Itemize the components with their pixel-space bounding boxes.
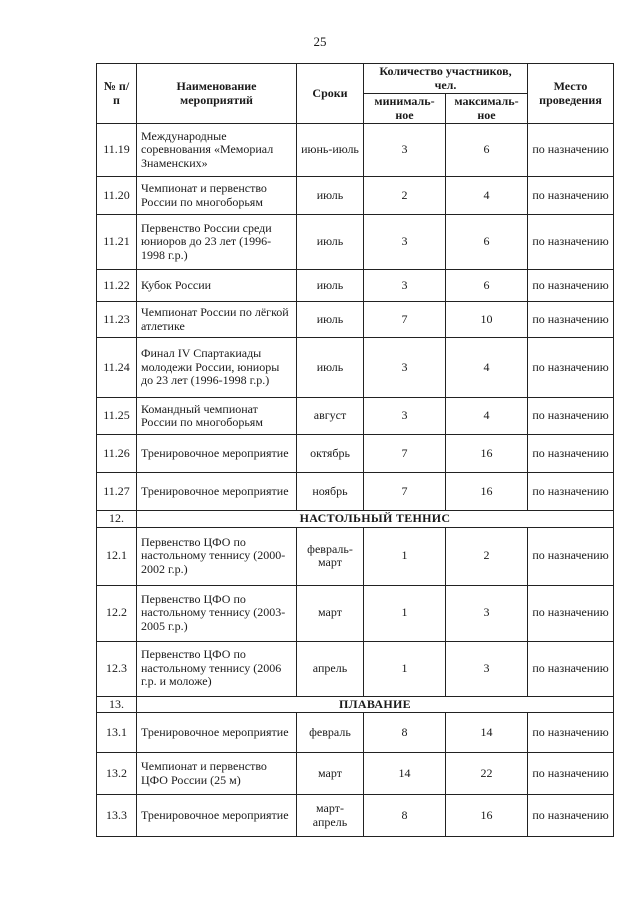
row-name: Первенство ЦФО по настольному теннису (2000-2002 г.р.) [137, 527, 297, 585]
section-title: НАСТОЛЬНЫЙ ТЕННИС [137, 511, 614, 528]
table-row [97, 753, 614, 795]
page-number: 25 [313, 34, 327, 49]
row-min: 8 [364, 713, 446, 753]
row-max: 4 [446, 177, 528, 215]
row-dates: август [297, 398, 364, 435]
row-place: по назначению [528, 177, 614, 215]
row-max: 10 [446, 302, 528, 338]
row-name: Финал IV Спартакиады молодежи России, юниоры до 23 лет (1996-1998 г.р.) [137, 338, 297, 398]
row-max: 4 [446, 398, 528, 435]
header-min: минималь-ное [364, 94, 446, 124]
section-num: 12. [97, 511, 137, 528]
row-dates: июль [297, 215, 364, 270]
row-min: 2 [364, 177, 446, 215]
row-max: 16 [446, 473, 528, 511]
row-min: 1 [364, 527, 446, 585]
row-max: 16 [446, 795, 528, 837]
row-min: 7 [364, 435, 446, 473]
row-place: по назначению [528, 795, 614, 837]
table-row [97, 795, 614, 837]
row-dates: апрель [297, 641, 364, 696]
row-max: 22 [446, 753, 528, 795]
row-place: по назначению [528, 585, 614, 641]
row-dates: июль [297, 177, 364, 215]
row-place: по назначению [528, 398, 614, 435]
header-dates: Сроки [297, 64, 364, 124]
row-dates: март-апрель [297, 795, 364, 837]
table-row [97, 302, 614, 338]
row-min: 7 [364, 473, 446, 511]
row-num: 11.23 [97, 302, 137, 338]
row-name: Командный чемпионат России по многоборьям [137, 398, 297, 435]
row-min: 1 [364, 585, 446, 641]
row-dates: ноябрь [297, 473, 364, 511]
header-num: № п/п [97, 64, 137, 124]
row-name: Чемпионат и первенство ЦФО России (25 м) [137, 753, 297, 795]
row-name: Первенство ЦФО по настольному теннису (2003-2005 г.р.) [137, 585, 297, 641]
table-row [97, 473, 614, 511]
row-place: по назначению [528, 270, 614, 302]
events-table [96, 63, 614, 837]
table-row [97, 270, 614, 302]
table-row [97, 215, 614, 270]
row-dates: март [297, 585, 364, 641]
table-row [97, 398, 614, 435]
row-name: Первенство ЦФО по настольному теннису (2006 г.р. и моложе) [137, 641, 297, 696]
row-name: Тренировочное мероприятие [137, 435, 297, 473]
row-num: 11.27 [97, 473, 137, 511]
row-dates: февраль [297, 713, 364, 753]
row-place: по назначению [528, 435, 614, 473]
table-body [97, 124, 614, 837]
row-max: 4 [446, 338, 528, 398]
row-place: по назначению [528, 302, 614, 338]
row-num: 11.22 [97, 270, 137, 302]
header-name: Наименование мероприятий [137, 64, 297, 124]
row-min: 3 [364, 215, 446, 270]
row-min: 14 [364, 753, 446, 795]
row-min: 3 [364, 124, 446, 177]
row-num: 12.2 [97, 585, 137, 641]
row-name: Тренировочное мероприятие [137, 795, 297, 837]
section-num: 13. [97, 696, 137, 713]
row-max: 2 [446, 527, 528, 585]
row-min: 3 [364, 398, 446, 435]
row-name: Тренировочное мероприятие [137, 713, 297, 753]
row-min: 7 [364, 302, 446, 338]
row-name: Чемпионат и первенство России по многоборьям [137, 177, 297, 215]
row-name: Кубок России [137, 270, 297, 302]
row-max: 6 [446, 215, 528, 270]
section-row-tennis [97, 511, 614, 528]
row-min: 3 [364, 270, 446, 302]
row-name: Тренировочное мероприятие [137, 473, 297, 511]
header-max: максималь-ное [446, 94, 528, 124]
table-row [97, 585, 614, 641]
row-place: по назначению [528, 713, 614, 753]
row-max: 3 [446, 585, 528, 641]
table-row [97, 641, 614, 696]
row-place: по назначению [528, 527, 614, 585]
table-row [97, 713, 614, 753]
row-max: 14 [446, 713, 528, 753]
row-num: 13.1 [97, 713, 137, 753]
row-place: по назначению [528, 641, 614, 696]
row-dates: март [297, 753, 364, 795]
row-place: по назначению [528, 215, 614, 270]
row-dates: октябрь [297, 435, 364, 473]
row-num: 11.19 [97, 124, 137, 177]
row-place: по назначению [528, 473, 614, 511]
table-row [97, 435, 614, 473]
table-row [97, 124, 614, 177]
row-num: 11.26 [97, 435, 137, 473]
row-num: 13.3 [97, 795, 137, 837]
section-title: ПЛАВАНИЕ [137, 696, 614, 713]
table-row [97, 177, 614, 215]
header-place: Место проведения [528, 64, 614, 124]
row-num: 11.21 [97, 215, 137, 270]
row-dates: июль [297, 270, 364, 302]
row-num: 12.1 [97, 527, 137, 585]
row-max: 16 [446, 435, 528, 473]
row-min: 1 [364, 641, 446, 696]
row-place: по назначению [528, 338, 614, 398]
header-participants: Количество участников, чел. [364, 64, 528, 94]
row-max: 6 [446, 270, 528, 302]
row-num: 11.25 [97, 398, 137, 435]
row-dates: февраль-март [297, 527, 364, 585]
row-min: 8 [364, 795, 446, 837]
row-dates: июнь-июль [297, 124, 364, 177]
section-row-swimming [97, 696, 614, 713]
row-dates: июль [297, 302, 364, 338]
row-name: Чемпионат России по лёгкой атлетике [137, 302, 297, 338]
row-name: Международные соревнования «Мемориал Знаменских» [137, 124, 297, 177]
row-min: 3 [364, 338, 446, 398]
row-place: по назначению [528, 753, 614, 795]
table-row [97, 338, 614, 398]
row-num: 11.24 [97, 338, 137, 398]
row-num: 13.2 [97, 753, 137, 795]
row-name: Первенство России среди юниоров до 23 лет (1996-1998 г.р.) [137, 215, 297, 270]
row-num: 12.3 [97, 641, 137, 696]
row-place: по назначению [528, 124, 614, 177]
row-num: 11.20 [97, 177, 137, 215]
row-dates: июль [297, 338, 364, 398]
table-row [97, 527, 614, 585]
row-max: 6 [446, 124, 528, 177]
row-max: 3 [446, 641, 528, 696]
